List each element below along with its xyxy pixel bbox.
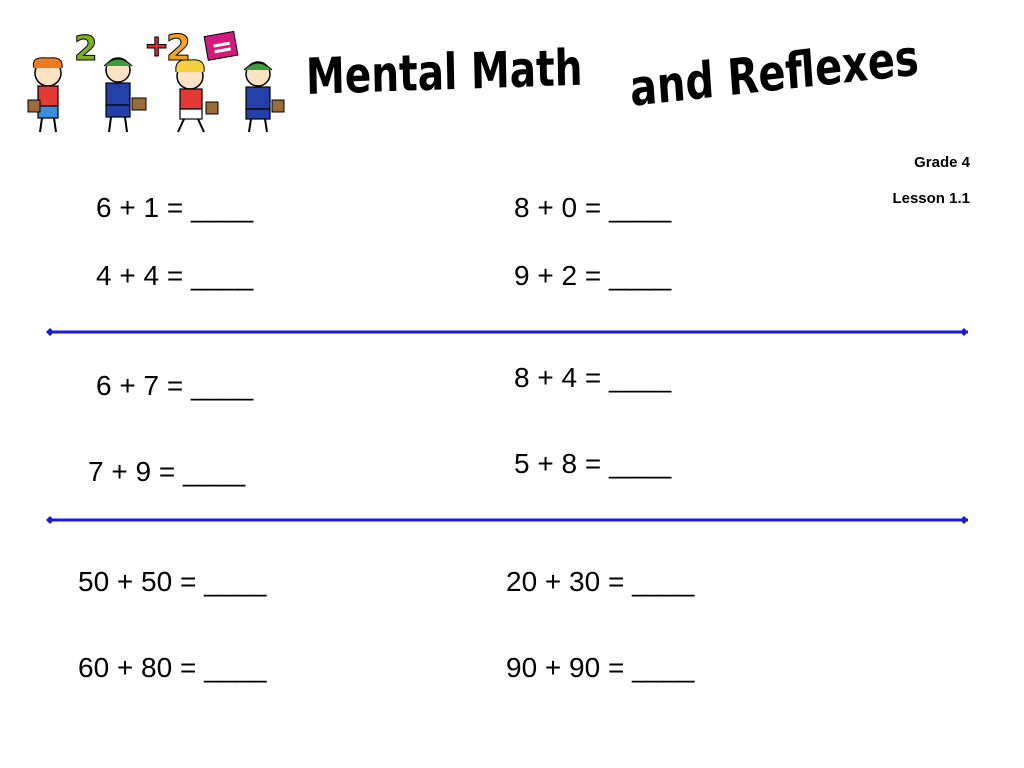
kid-figure: [244, 62, 284, 132]
clipart-glyph: 2: [166, 28, 192, 69]
problem: 90 + 90 = ____: [506, 652, 695, 683]
problem: 6 + 7 = ____: [96, 370, 254, 401]
problem: 7 + 9 = ____: [88, 456, 246, 487]
problem: 8 + 0 = ____: [514, 192, 672, 223]
clipart-glyph: =: [208, 30, 236, 65]
clipart-glyph: +: [144, 29, 170, 64]
section-divider: [46, 326, 972, 338]
problem: 6 + 1 = ____: [96, 192, 254, 223]
page-title-continued: and Reflexes: [627, 28, 921, 118]
lesson-label: Lesson 1.1: [892, 190, 970, 207]
problem: 60 + 80 = ____: [78, 652, 267, 683]
problem: 4 + 4 = ____: [96, 260, 254, 291]
problem: 9 + 2 = ____: [514, 260, 672, 291]
kid-figure: [176, 60, 218, 132]
section-divider: [46, 514, 972, 526]
kid-figure: [104, 58, 146, 132]
kids-math-clipart: [20, 28, 285, 138]
problem: 5 + 8 = ____: [514, 448, 672, 479]
problem: 50 + 50 = ____: [78, 566, 267, 597]
problem: 8 + 4 = ____: [514, 362, 672, 393]
page-title: Mental Math: [305, 38, 583, 106]
problem: 20 + 30 = ____: [506, 566, 695, 597]
grade-label: Grade 4: [914, 154, 970, 171]
clipart-glyph: 2: [74, 29, 98, 69]
kid-figure: [28, 58, 62, 132]
